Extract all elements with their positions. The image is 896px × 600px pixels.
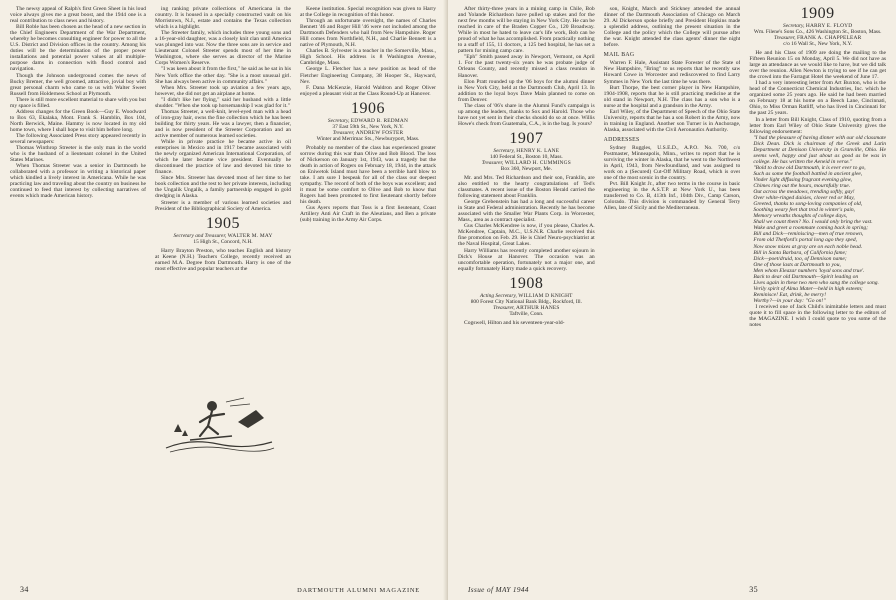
- paragraph: Though the Johnson underground comes the news of Bucky Bremer, the well groomed, attractive, jovial boy with great personal charm who came to us with Walter Sweet Russell from Holderness School at Plymouth.: [10, 72, 146, 97]
- paragraph: F. Dana McKenzie, Harold Waldron and Roger Oliver enjoyed a pleasant visit at the Class Round-Up at Hanover.: [300, 84, 436, 97]
- left-column-1: [10, 6, 146, 578]
- paragraph: The Streeter family, which includes three young sons and a 16-year-old daughter, was a closely knit clan until America was plunged into war. Now the three sons are in service and Lieutenant Colonel Streeter spends most of her time in Washington, where she serves as director of the Marine Corps Women's Reserve.: [155, 30, 291, 67]
- paragraph: Harry Williams has recently completed another sojourn in Dick's House at Hanover. The occasion was an uncomfortable operation, fortunately not a major one, and equally fortunately Harry made a quick recovery.: [458, 247, 595, 272]
- paragraph: I had a very interesting letter from Art Buxton, who is the head of the Connecticut Chemical Industries, Inc. which he organized some 25 years ago. He said he had been married on February 18 at his home on a Beech Lane, Cincinnati, Ohio, to Miss Orman Ratliff, who has lived in Cincinnati for the past 25 years.: [749, 80, 887, 117]
- class-officers: [749, 23, 886, 47]
- paragraph: Warren F. Hale, Assistant State Forester of the State of New Hampshire, "Bring" to us reports that he recently saw Howard Cowe in Worcester and rediscovered to find Larry Symmes in New York the last time he was there.: [603, 60, 741, 85]
- paragraph: Harry Brayton Preston, who teaches English and history at Keene (N.H.) Teachers College, recently received an earned M.A. Degree from Dartmouth. Harry is one of the most effective and popular teachers at the: [155, 247, 291, 272]
- poem-line: Lives again in these two men who sang the college song.: [753, 279, 879, 286]
- officer-name: HENRY K. LANE: [516, 147, 560, 154]
- officer-address: Winter and Merrimac Sts., Newburyport, Mass.: [316, 135, 420, 142]
- skiing-figure-illustration: [160, 392, 278, 454]
- paragraph: Charles B. Sylvester is a teacher in the Somerville, Mass., High School. His address is 8 Washington Avenue, Cambridge, Mass.: [300, 48, 436, 67]
- paragraph: George L. Fletcher has a new position as head of the Fletcher Engineering Company, 38 Hooper St., Hayward, Nev.: [300, 66, 436, 85]
- poem-line: Bill and Dick—reminiscing—men of true renown,: [753, 231, 864, 238]
- officer-name: WALTER M. MAY: [227, 232, 273, 239]
- paragraph: I received one of Jack Child's inimitable letters and must quote it to fill space in the following letter to the editors of the MAGAZINE. I wish I could quote to you some of the notes: [749, 303, 887, 329]
- paragraph: The newsy appeal of Ralph's first Green Sheet in his loud voice always gives me a great boost, and the 1944 one is a real contribution to class news and history.: [10, 6, 146, 25]
- paragraph: Address changes for the Green Book—Guy E. Woodward to Box 63, Ekalaka, Mont. Frank S. Hamblin, Box 104, North Berwick, Maine. Hammy is now located in my old home town, where I shall hope to visit him before long.: [10, 108, 146, 133]
- class-officers: [155, 233, 291, 245]
- officer-name: EDWARD B. REDMAN: [350, 117, 409, 124]
- left-page-footer: [20, 585, 430, 594]
- paragraph: After thirty-three years in a mining camp in Chile, Bob and Yolande Richardson have pulled up stakes and for the next few months will be staying in New York City. He can be reached in care of the Braden Copper Co., 120 Broadway. While in most he hated to leave car's life work, Bob can be proud of what he has accomplished. From practically nothing to a staff of 155, 11 doctors, a 125 bed hospital, he has set a pattern for mining camp care.: [458, 6, 595, 55]
- paragraph: Pvt. Bill Knight Jr., after two terms in the course in basic engineering in the A.S.T.P. at New York U., has been transferred to Co. B, 413th Inf., 104th Div., Camp Carson, Colorado. This division is commanded by General Terry Allen, late of Sicily and the Mediterranean.: [603, 181, 741, 212]
- poem-line: Memory wreaths thoughts of college days,: [753, 213, 848, 220]
- poem-line: Verily spirit of Alma Mater—held in high esteem;: [753, 285, 863, 292]
- paragraph: Elon Pratt rounded up the '06 boys for the alumni dinner in New York City, held at the Dartmouth Club, April 13. In addition to the loyal boys Dave Main planned to come on from Denver.: [458, 78, 595, 103]
- poem-line: Reminisce! Eat, drink, be merry!: [753, 291, 827, 298]
- poem-line: Wake and greet a roommate coming back in spring;: [753, 225, 868, 232]
- paragraph: Gus Ayers reports that Toss is a first lieutenant, Coast Artillery Anti Air Craft in the Aleutians, and Ben a private (sub) training in the Army Air Corps.: [300, 205, 436, 224]
- class-year-heading: 1908: [509, 274, 544, 292]
- class-year-heading: 1909: [800, 6, 835, 22]
- paragraph: He and his Class of 1909 are doing the mailing to the Fifteen Reunion 15 on Monday, April 5. We did not have as large an attendance as we would like to have, but we did talk over the reunion. Allen Newton is trying to see if he can get the crowd into the Farragut Hotel the weekend of June 17.: [749, 50, 887, 81]
- officer-name: WILLARD H. CUMMINGS: [504, 159, 571, 166]
- officer-address: Box 360, Newport, Me.: [500, 165, 552, 172]
- addresses-heading: ADDRESSES: [603, 136, 640, 143]
- officer-address: 37 East 59th St., New York, N.Y.: [332, 123, 404, 130]
- paragraph: Sydney Ruggles, U.S.E.D., A.P.O. No. 700, c/o Postmaster, Minneapolis, Minn., writes to report that he is surviving the winter in Alaska, that he went to the Northwest in April, 1943, from Newfoundland, and was assigned to work on a (Secured) Cut-Off Military Road, which is over one of the most scenic in the country.: [603, 144, 741, 182]
- paragraph: The following Associated Press story appeared recently in several newspapers:: [10, 132, 146, 146]
- right-column-3: [749, 6, 886, 578]
- issue-label: Issue of MAY 1944: [468, 586, 529, 594]
- class-year-heading: 1906: [351, 99, 385, 117]
- right-page-footer: [468, 585, 878, 594]
- paragraph: Through an unfortunate oversight, the names of Charles Bennett '46 and Roger Hill '46 were not included among the Dartmouth Defenders who hail from New Hampshire. Roger Hill comes from Northfield, N.H., and Charlie Bennett is a native of Plymouth, N.H.: [300, 18, 436, 49]
- officer-address: 800 Forest City National Bank Bldg., Rockford, Ill.: [470, 298, 582, 305]
- paragraph: The class of '06's share in the Alumni Fund's campaign is up among the leaders, thanks to Sox and Harold. Those who have not yet sent in their checks should do so at once. Willis Howe's check from Guatemala, C.A., is in the bag. Is yours?: [458, 102, 595, 127]
- officer-address: c/o 16 Wall St., New York, N.Y.: [783, 41, 853, 47]
- paragraph: Burt Thorpe, the best corner player in New Hampshire, 1904-1908, reports that he is still practicing medicine at the old stand in Newport, N.H. The class has a son who is a nurse at the hospital and a grandson in the Army.: [603, 84, 741, 109]
- class-officers: [458, 148, 595, 172]
- magazine-title: DARTMOUTH ALUMNI MAGAZINE: [297, 587, 420, 594]
- poem-line: One of those lasts at Dartmouth to you,: [753, 261, 841, 268]
- class-year-heading: 1905: [206, 214, 240, 232]
- poem-line: "Bold to draw old Dartmouth, it is ever ever to go,: [753, 164, 866, 171]
- paragraph: There is still more excellent material to share with you but my space is filled.: [10, 96, 146, 109]
- paragraph: Gus Charles McKendree is now, if you please, Charles A. McKendree, Captain, M.C., U.S.N.R. Charlie received this fine promotion on Feb. 29. He is Chief Neuro-psychiatrist at the Naval Hospital, Great Lakes.: [458, 223, 595, 248]
- poem-line: Men whom Eleazar numbers 'loyal sons and true'.: [753, 267, 865, 274]
- left-column-3: [300, 6, 436, 578]
- poem-line: Vinder light diffusing fragrant evening glow,: [753, 176, 853, 183]
- officer-role: Treasurer,: [493, 304, 515, 311]
- right-column-1: [458, 6, 595, 578]
- poem-line: Chimes ring out the hours, mournfully true.: [753, 183, 851, 190]
- paragraph: Streeter is a member of various learned societies and President of the Bibliographical Society of America.: [155, 199, 291, 212]
- paragraph: In a letter from Bill Knight, Class of 1910, quoting from a letter from Earl Wiley of Ohio State University gives the following endorsement:: [749, 116, 887, 135]
- officer-role: Secretary,: [327, 117, 350, 124]
- poem-line: Worthy?—in your day: "Go on!": [753, 297, 826, 304]
- paragraph: "I didn't like her flying," said her husband with a little shudder. "When she took up horsemanship I was glad for it.": [155, 96, 291, 109]
- poem-line: Out across the meadows, trending softly, gay!: [753, 189, 855, 196]
- paragraph: ing ranking private collections of Americana in the country. It is housed in a specially constructed vault on his Morristown, N.J., estate and contains the Texas collection which is a highlight.: [155, 6, 291, 31]
- paragraph: Since Mrs. Streeter has devoted most of her time to her book collection and the rest to her private interests, including the Ungalik Ungalik, a family partnership engaged in gold dredging in Alaska.: [155, 175, 291, 200]
- officer-address: Taftville, Conn.: [509, 310, 544, 317]
- poem: [749, 135, 886, 304]
- paragraph: Probably no member of the class has experienced greater sorrow during this war than Olive and Bob Blood. The loss of Nickerson on January 1st, 1943, was a tragedy but the death in action of Rogers on February 18, 1944, in the attack on Eniwetok Island must have been a terrible hard blow to take. I am sure I bespeak for all of the class our deepest sympathy. The record of both of the boys was excellent; and it must be some comfort to Olive and Bob to know that Rogers had been promoted to first lieutenant shortly before his death.: [300, 144, 436, 206]
- officer-role: Secretary,: [493, 147, 515, 154]
- officer-role: Secretary and Treasurer,: [173, 232, 227, 239]
- officer-role: Treasurer,: [773, 35, 796, 41]
- class-officers: [458, 293, 595, 317]
- poem-line: Greeted, thanks to song-loving companies of old,: [753, 201, 863, 208]
- paragraph: Mr. and Mrs. Ted Richardson and their son, Franklin, are also entitled to the hearty congratulations of Ted's classmates. A recent issue of the Boston Herald carried the following statement about Franklin.: [458, 174, 595, 200]
- paragraph: When Mrs. Streeter took up aviation a few years ago, however, she did not get an airplane at home.: [155, 84, 291, 97]
- paragraph: Earl Wiley, of the Department of Speech of the Ohio State University, reports that he has a son Robert in the Army, now in training in England. Another son Turner is in Anchorage, Alaska, associated with the Civil Aeronautics Authority.: [603, 108, 741, 133]
- officer-address: 140 Federal St., Boston 10, Mass.: [489, 153, 563, 160]
- right-page-columns: [458, 6, 886, 578]
- officer-role: Secretary,: [783, 23, 805, 29]
- left-page-columns: [10, 6, 436, 578]
- officer-name: ARTHUR HANES: [516, 304, 560, 311]
- poem-line: Soothing weary feet that trod in winter's pain,: [753, 207, 856, 214]
- paragraph: "I was keen about it from the first," he said as he sat in his New York office the other day. "She is a most unusual girl. She has always been active in community affairs.": [155, 66, 291, 85]
- poem-line: Over white-ringed daisies, clover red or May,: [753, 195, 855, 202]
- paragraph: Bill Roble has been chosen as the head of a new section in the Chief Engineers Department of the War Department, whereby he becomes consulting engineer for power to all the U.S. District and Division offices in the country. Among his duties will be the determination of the proper power installations and potential power values at all multiple-purpose dams in connection with flood control and navigation.: [10, 24, 146, 73]
- officer-address: Wm. Filene's Sons Co., 426 Washington St., Boston, Mass.: [753, 29, 882, 35]
- paragraph: Cogswell, Hilton and his seventeen-year-old-: [464, 319, 565, 326]
- right-page: [448, 0, 896, 600]
- officer-address: 15 High St., Concord, N.H.: [193, 238, 253, 245]
- page-number: 35: [749, 585, 758, 594]
- poem-line: Back to dear old Dartmouth—Spirit leading on: [753, 273, 859, 280]
- page-number: 34: [20, 585, 29, 594]
- poem-line: Dick—poet/druid, too, of Dennison name;: [753, 255, 847, 262]
- officer-name: WILLIAM D KNIGHT: [518, 292, 573, 299]
- officer-name: HARRY E. FLOYD: [805, 23, 853, 29]
- paragraph: While in private practice he became active in oil enterprises in Mexico and in 1917 became associated with the newly organized American International Corporation, of which he later became vice president. Eventually he discontinued the practice of law and devoted his time to finance.: [155, 139, 291, 176]
- officer-role: Treasurer,: [481, 159, 504, 166]
- officer-name: FRANK A. CHAPPELEAR: [796, 35, 862, 41]
- officer-name: ANDREW FOSTER: [355, 129, 404, 136]
- class-year-heading: 1907: [509, 129, 544, 147]
- poem-line: Bill in Santa Barbara, of California fame;: [753, 249, 847, 256]
- paragraph: George Grebenstein has had a long and successful career in State and Federal administration. Recently he has become associated with the Smaller War Plants Corp. in Worcester, Mass., area as a contract specialist.: [458, 199, 595, 224]
- poem-line: Such as some the football battled in ancient glee,: [753, 170, 863, 177]
- officer-role: Treasurer,: [332, 129, 355, 136]
- mail-bag-heading: MAIL BAG: [603, 52, 635, 59]
- paragraph: When Thomas Streeter was a senior in Dartmouth he collaborated with a professor in writing a historical paper which kindled a lively interest in Americana. While he was practicing law and traveling about the country on business he continued to feed that interest by collecting narratives of events which made American history.: [10, 163, 146, 200]
- class-officers: [300, 118, 436, 142]
- poem-line: Shall we count them? No. I would only bring the vast.: [753, 219, 873, 226]
- paragraph: Keene institution. Special recognition was given to Harry at the College in recognition of this honor.: [300, 6, 436, 19]
- poem-line: Now snow mixes at gray are on each noble head.: [753, 243, 863, 250]
- paragraph: Thomas Winthrop Streeter is the only man in the world who is the husband of a lieutenant colonel in the United States Marines.: [10, 145, 146, 164]
- officer-role: Acting Secretary,: [479, 292, 517, 299]
- right-column-2: [604, 6, 741, 578]
- paragraph: son, Knight, March and Stickney attended the annual dinner of the Dartmouth Association of Chicago on March 29. Al Dickerson spoke briefly and President Hopkins made a splendid address, outlining the present situation in the College and the policy which the College will pursue after the war. Knight attended the class agents' dinner the night before.: [603, 6, 741, 49]
- left-column-2: [155, 6, 291, 578]
- paragraph: "Eph" Smith passed away in Newport, Vermont, on April 1. For the past twenty-six years he was probate judge of Orleans County, and recently missed a class reunion in Hanover.: [458, 54, 595, 79]
- poem-line: "I had the pleasure of having dinner with our old classmate Dick Dean. Dick is chairman of the Greek and Latin Department at Denison University in Granville, Ohio. He seems well, happy and just about as good as he was in college. He has written the Aeneid in verse.": [753, 134, 887, 165]
- poem-line: From old Thetford's portal long ago they sped,: [753, 237, 858, 244]
- paragraph: Thomas Streeter, a well-knit, level-eyed man with a head of iron-gray hair, owns the fine collection which he has been building for thirty years. He was a lawyer, then a financier, and is now president of the Streeter Corporation and an active member of numerous learned societies.: [155, 108, 291, 139]
